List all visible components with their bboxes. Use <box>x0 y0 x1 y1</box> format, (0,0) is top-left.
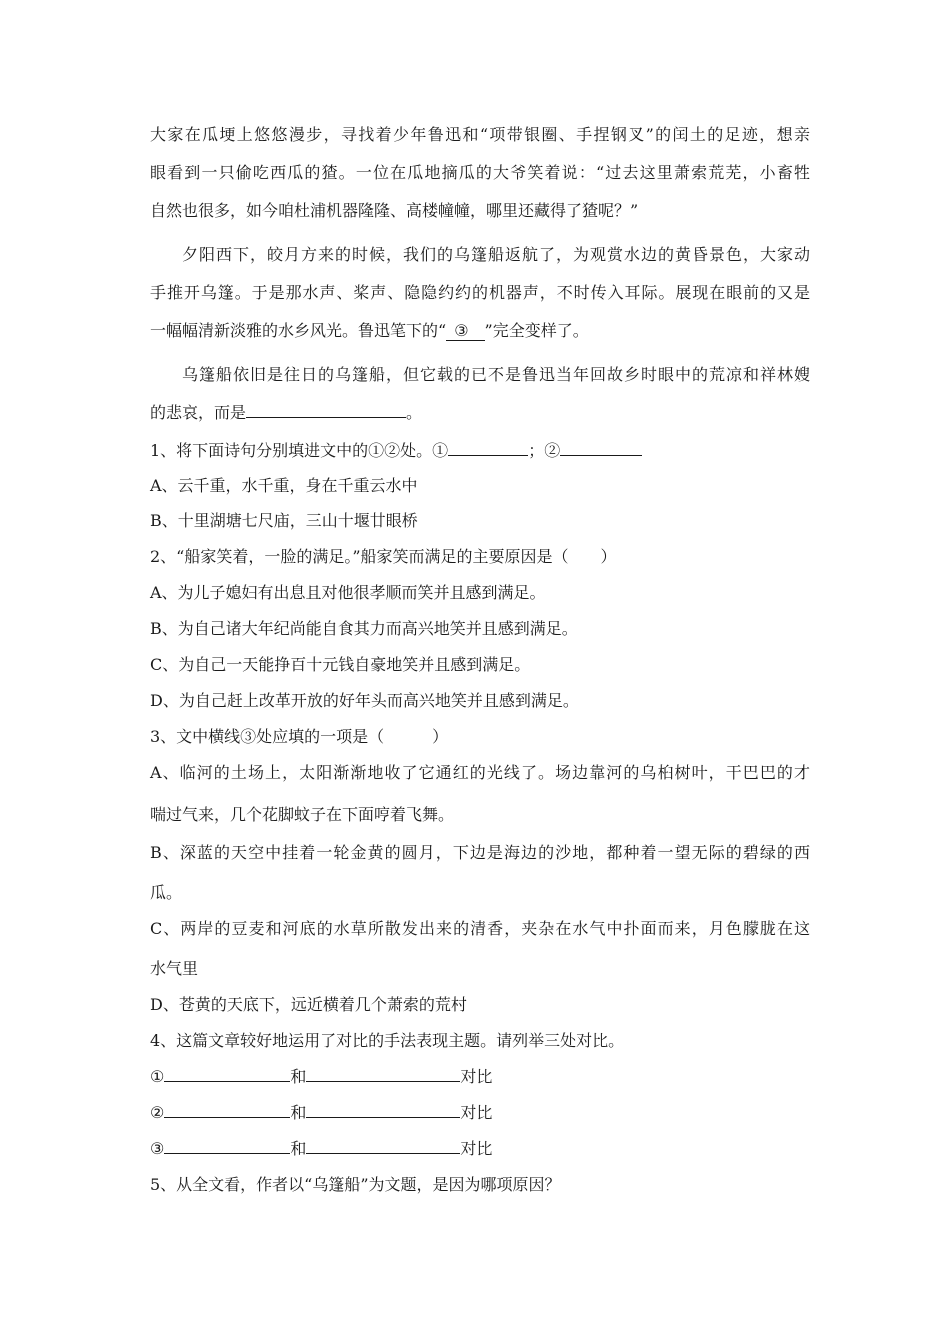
text-segment: ”完全变样了。 <box>484 321 589 340</box>
answer-blank-1[interactable] <box>448 437 528 456</box>
question-1 <box>150 436 642 466</box>
answer-blank[interactable] <box>164 1099 290 1118</box>
answer-blank[interactable] <box>164 1063 290 1082</box>
option-c: C、两岸的豆麦和河底的水草所散发出来的清香，夹杂在水气中扑面而来，月色朦胧在这 <box>150 919 810 938</box>
and-text: 和 <box>290 1139 307 1158</box>
text-line <box>150 312 810 350</box>
comparison-row-3 <box>150 1134 492 1164</box>
question-2: 2、“船家笑着，一脸的满足。”船家笑而满足的主要原因是（ ） <box>150 547 617 566</box>
option-a: A、为儿子媳妇有出息且对他很孝顺而笑并且感到满足。 <box>150 583 546 602</box>
blank-3[interactable]: ③ <box>446 322 484 341</box>
option-a-continued: 喘过气来，几个花脚蚊子在下面哼着飞舞。 <box>150 805 455 824</box>
text-segment: 。 <box>406 403 423 422</box>
item-number: ③ <box>150 1139 165 1158</box>
item-number: ① <box>150 1067 165 1086</box>
option-b: B、十里湖塘七尺庙，三山十堰廿眼桥 <box>150 511 418 530</box>
option-b: B、为自己诸大年纪尚能自食其力而高兴地笑并且感到满足。 <box>150 619 578 638</box>
text-line: 夕阳西下，皎月方来的时候，我们的乌篷船返航了，为观赏水边的黄昏景色，大家动 <box>182 245 810 264</box>
option-a: A、云千重，水千重，身在千重云水中 <box>150 476 418 495</box>
contrast-text: 对比 <box>460 1139 493 1158</box>
passage-paragraph-2 <box>150 236 810 350</box>
option-c-continued: 水气里 <box>150 959 199 978</box>
answer-blank[interactable] <box>306 1099 460 1118</box>
answer-blank[interactable] <box>246 399 406 418</box>
option-a: A、临河的土场上，太阳渐渐地收了它通红的光线了。场边靠河的乌桕树叶，干巴巴的才 <box>150 763 810 782</box>
item-number: ② <box>150 1103 165 1122</box>
text-line: 乌篷船依旧是往日的乌篷船，但它载的已不是鲁迅当年回故乡时眼中的荒凉和祥林嫂 <box>182 365 810 384</box>
passage-paragraph-3 <box>150 356 810 432</box>
comparison-row-2 <box>150 1098 492 1128</box>
option-b-continued: 瓜。 <box>150 883 183 902</box>
question-3: 3、文中横线③处应填的一项是（ ） <box>150 727 449 746</box>
option-c: C、为自己一天能挣百十元钱自豪地笑并且感到满足。 <box>150 655 531 674</box>
text-line: 眼看到一只偷吃西瓜的猹。一位在瓜地摘瓜的大爷笑着说：“过去这里萧索荒芜，小畜牲 <box>150 163 810 182</box>
question-4: 4、这篇文章较好地运用了对比的手法表现主题。请列举三处对比。 <box>150 1031 625 1050</box>
text-line: 自然也很多，如今咱杜浦机器隆隆、高楼幢幢，哪里还藏得了猹呢？” <box>150 201 639 220</box>
contrast-text: 对比 <box>460 1067 493 1086</box>
answer-blank[interactable] <box>164 1135 290 1154</box>
answer-blank-2[interactable] <box>560 437 642 456</box>
question-text: 1、将下面诗句分别填进文中的①②处。① <box>150 441 449 460</box>
passage-paragraph-1 <box>150 116 810 230</box>
text-line: 手推开乌篷。于是那水声、桨声、隐隐约约的机器声，不时传入耳际。展现在眼前的又是 <box>150 283 810 302</box>
and-text: 和 <box>290 1103 307 1122</box>
text-segment: 的悲哀，而是 <box>150 403 247 422</box>
text-line: 大家在瓜埂上悠悠漫步，寻找着少年鲁迅和“项带银圈、手捏钢叉”的闰土的足迹，想亲 <box>150 125 810 144</box>
text-line <box>150 394 810 432</box>
and-text: 和 <box>290 1067 307 1086</box>
text-segment: 一幅幅清新淡雅的水乡风光。鲁迅笔下的“ <box>150 321 447 340</box>
separator-text: ；② <box>528 441 561 460</box>
comparison-row-1 <box>150 1062 492 1092</box>
option-d: D、为自己赶上改革开放的好年头而高兴地笑并且感到满足。 <box>150 691 579 710</box>
option-b: B、深蓝的天空中挂着一轮金黄的圆月，下边是海边的沙地，都种着一望无际的碧绿的西 <box>150 843 810 862</box>
answer-blank[interactable] <box>306 1063 460 1082</box>
contrast-text: 对比 <box>460 1103 493 1122</box>
question-5: 5、从全文看，作者以“乌篷船”为文题，是因为哪项原因？ <box>150 1175 561 1194</box>
option-d: D、苍黄的天底下，远近横着几个萧索的荒村 <box>150 995 467 1014</box>
answer-blank[interactable] <box>306 1135 460 1154</box>
